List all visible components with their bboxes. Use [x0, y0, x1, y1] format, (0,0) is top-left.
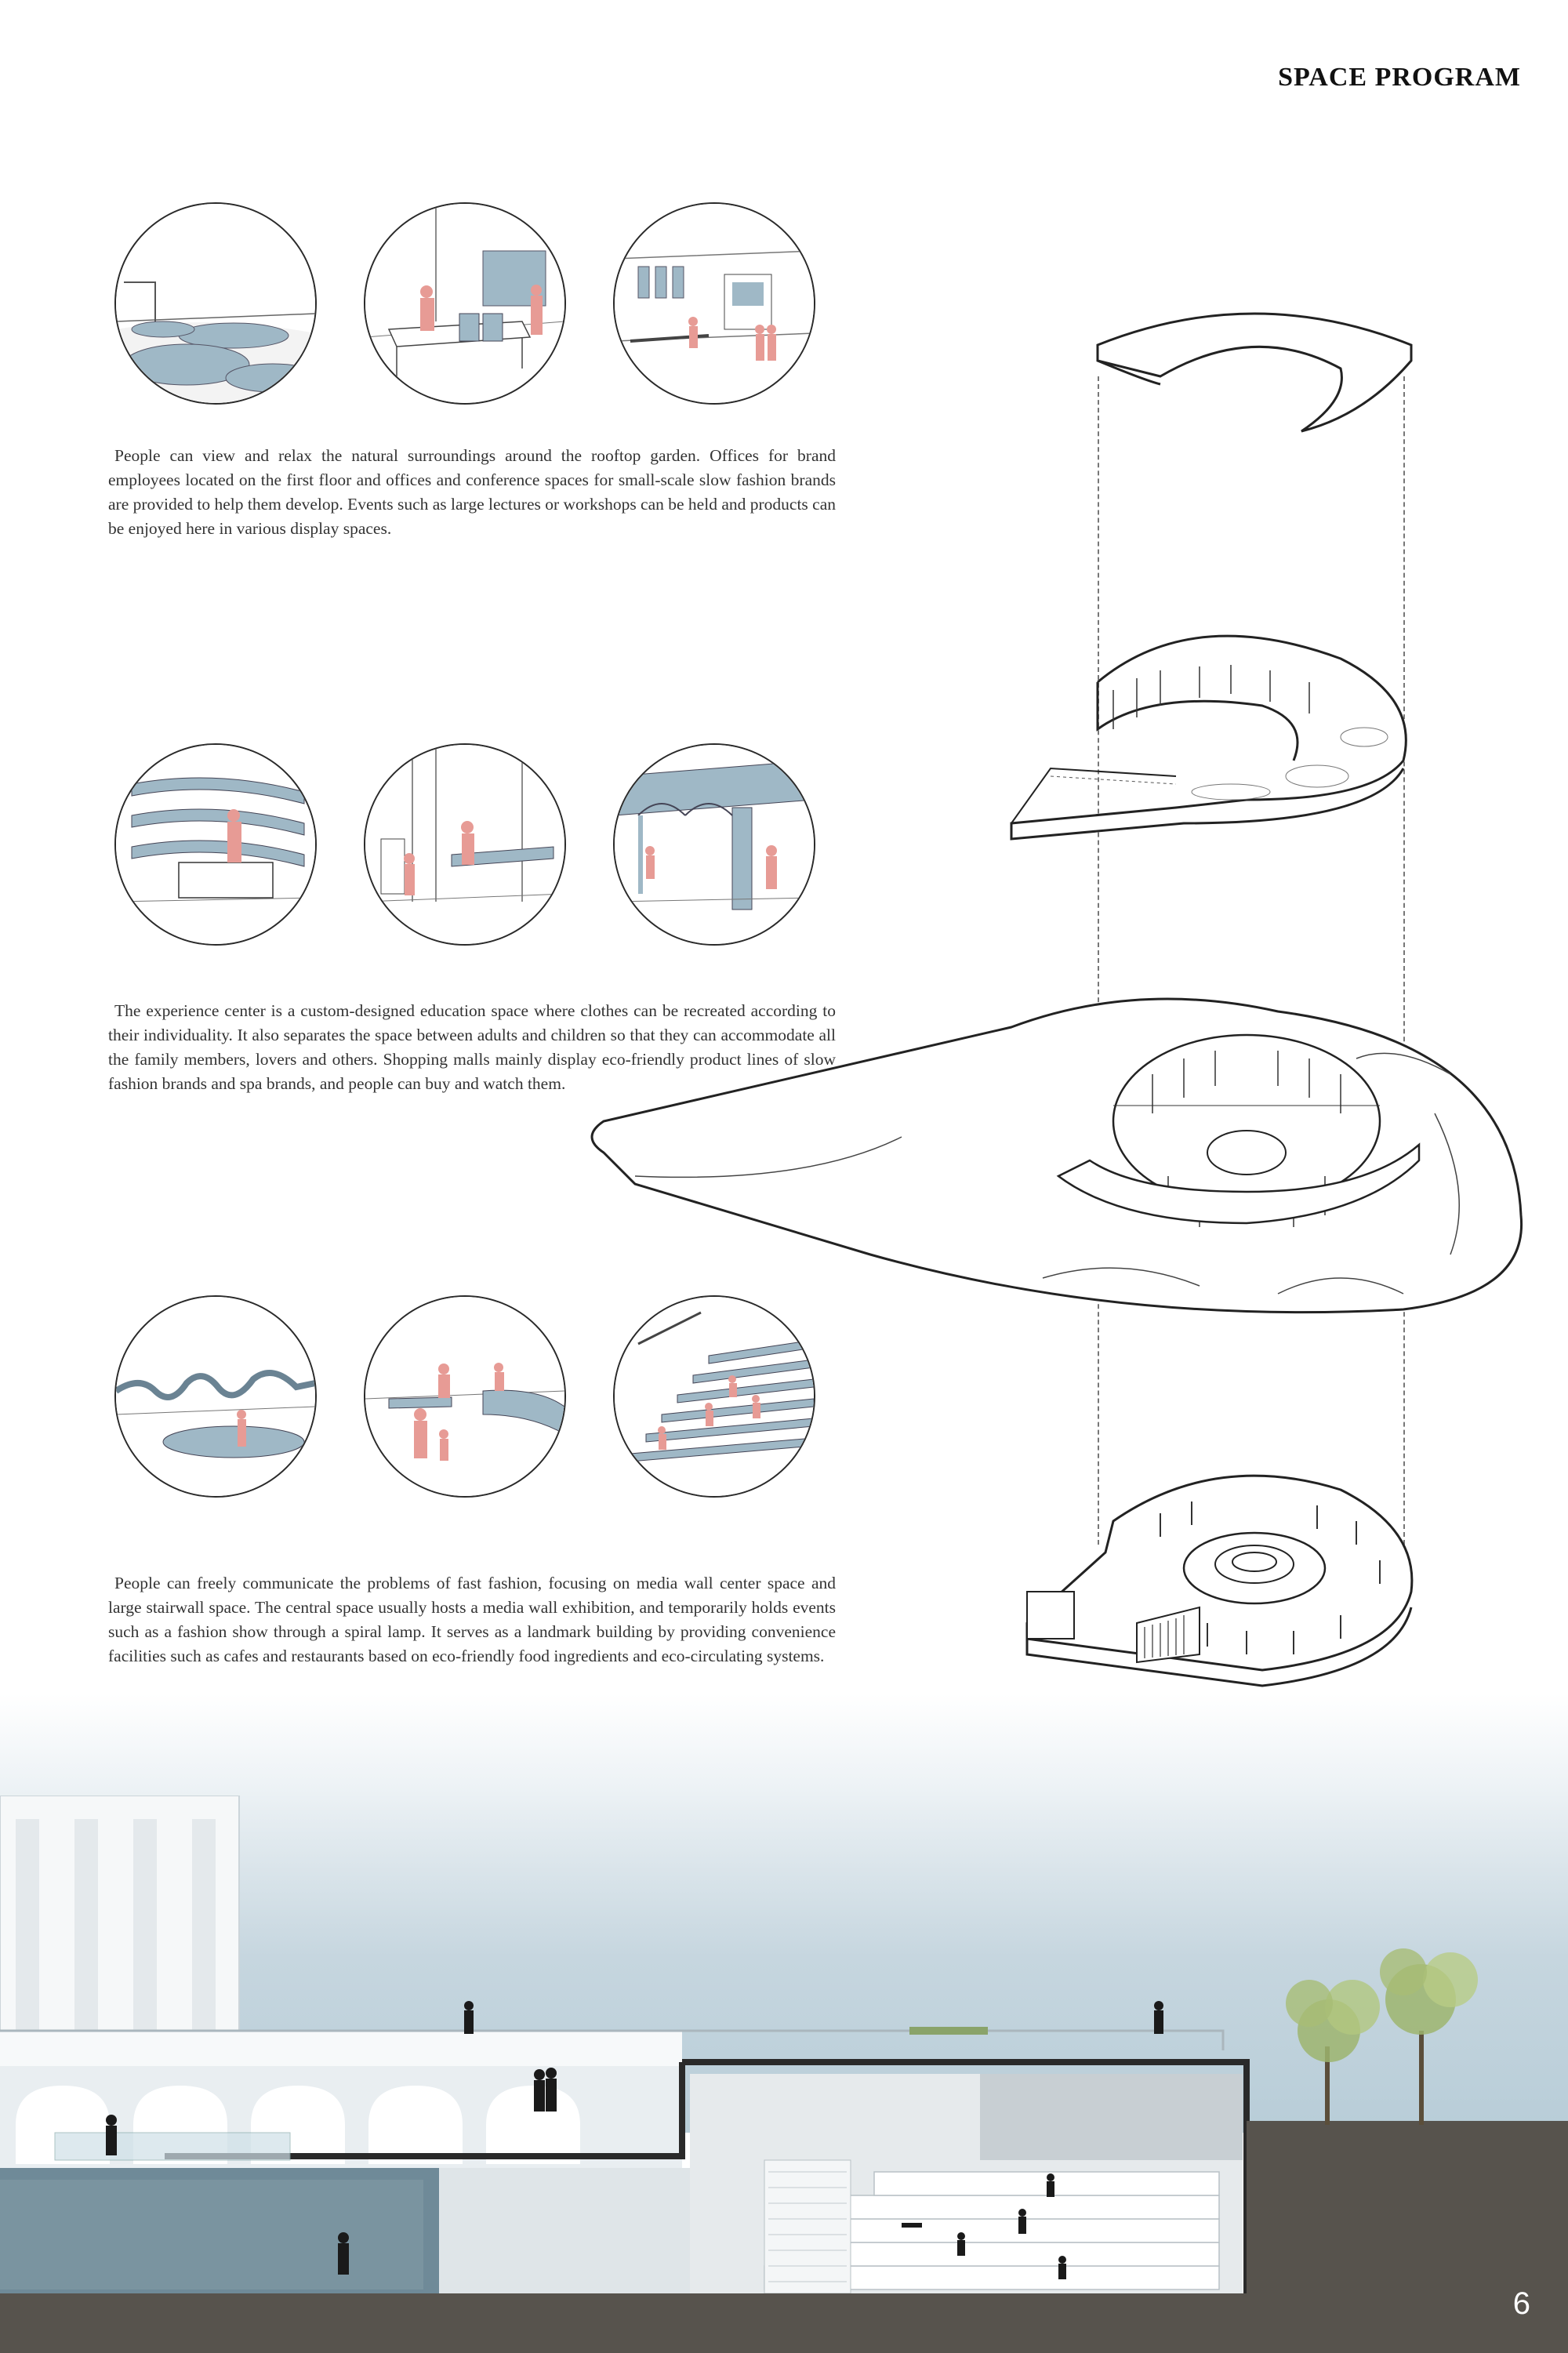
- vignette-display-space: [613, 202, 815, 405]
- page-title: SPACE PROGRAM: [1278, 63, 1521, 92]
- vignette-cafe: [364, 1295, 566, 1498]
- vignette-shopping-mall: [613, 743, 815, 946]
- first-floor-plan: [996, 612, 1435, 847]
- guide-line-left: [1098, 376, 1099, 1545]
- section-description-experience: The experience center is a custom-designed education space where clothes can be recreated according to their individuality. It also separates the space between adults and children so that they can accommodate all the family members, lovers and others. Shopping malls mainly display eco-friendly product lines of slow fashion brands and spa brands, and people can buy and watch them.: [108, 1001, 836, 1093]
- section-description-communication: People can freely communicate the problems of fast fashion, focusing on media wall center space and large stairwall space. The central space usually hosts a media wall exhibition, and temporarily holds events such as a fashion show through a spiral lamp. It serves as a landmark building by providing convenience facilities such as cafes and restaurants based on eco-friendly food ingredients and eco-circulating systems.: [108, 1574, 836, 1665]
- ground-floor-site-plan: [572, 996, 1544, 1325]
- vignette-stairwall: [613, 1295, 815, 1498]
- vignette-education: [364, 743, 566, 946]
- basement-floor-plan: [1011, 1458, 1435, 1694]
- section-description-rooftop: People can view and relax the natural surroundings around the rooftop garden. Offices for brand employees located on the first floor and offices and conference spaces for small-scale slow fashion brands are provided to help them develop. Events such as large lectures or workshops can be held and products can be enjoyed here in various display spaces.: [108, 446, 836, 538]
- roof-slab: [1082, 298, 1427, 463]
- building-section: [0, 1796, 1568, 2353]
- vignette-rooftop-garden: [114, 202, 317, 405]
- vignette-office: [364, 202, 566, 405]
- guide-line-right: [1403, 376, 1405, 1545]
- vignette-media-wall: [114, 1295, 317, 1498]
- page-number: 6: [1512, 2286, 1530, 2321]
- vignette-workshop: [114, 743, 317, 946]
